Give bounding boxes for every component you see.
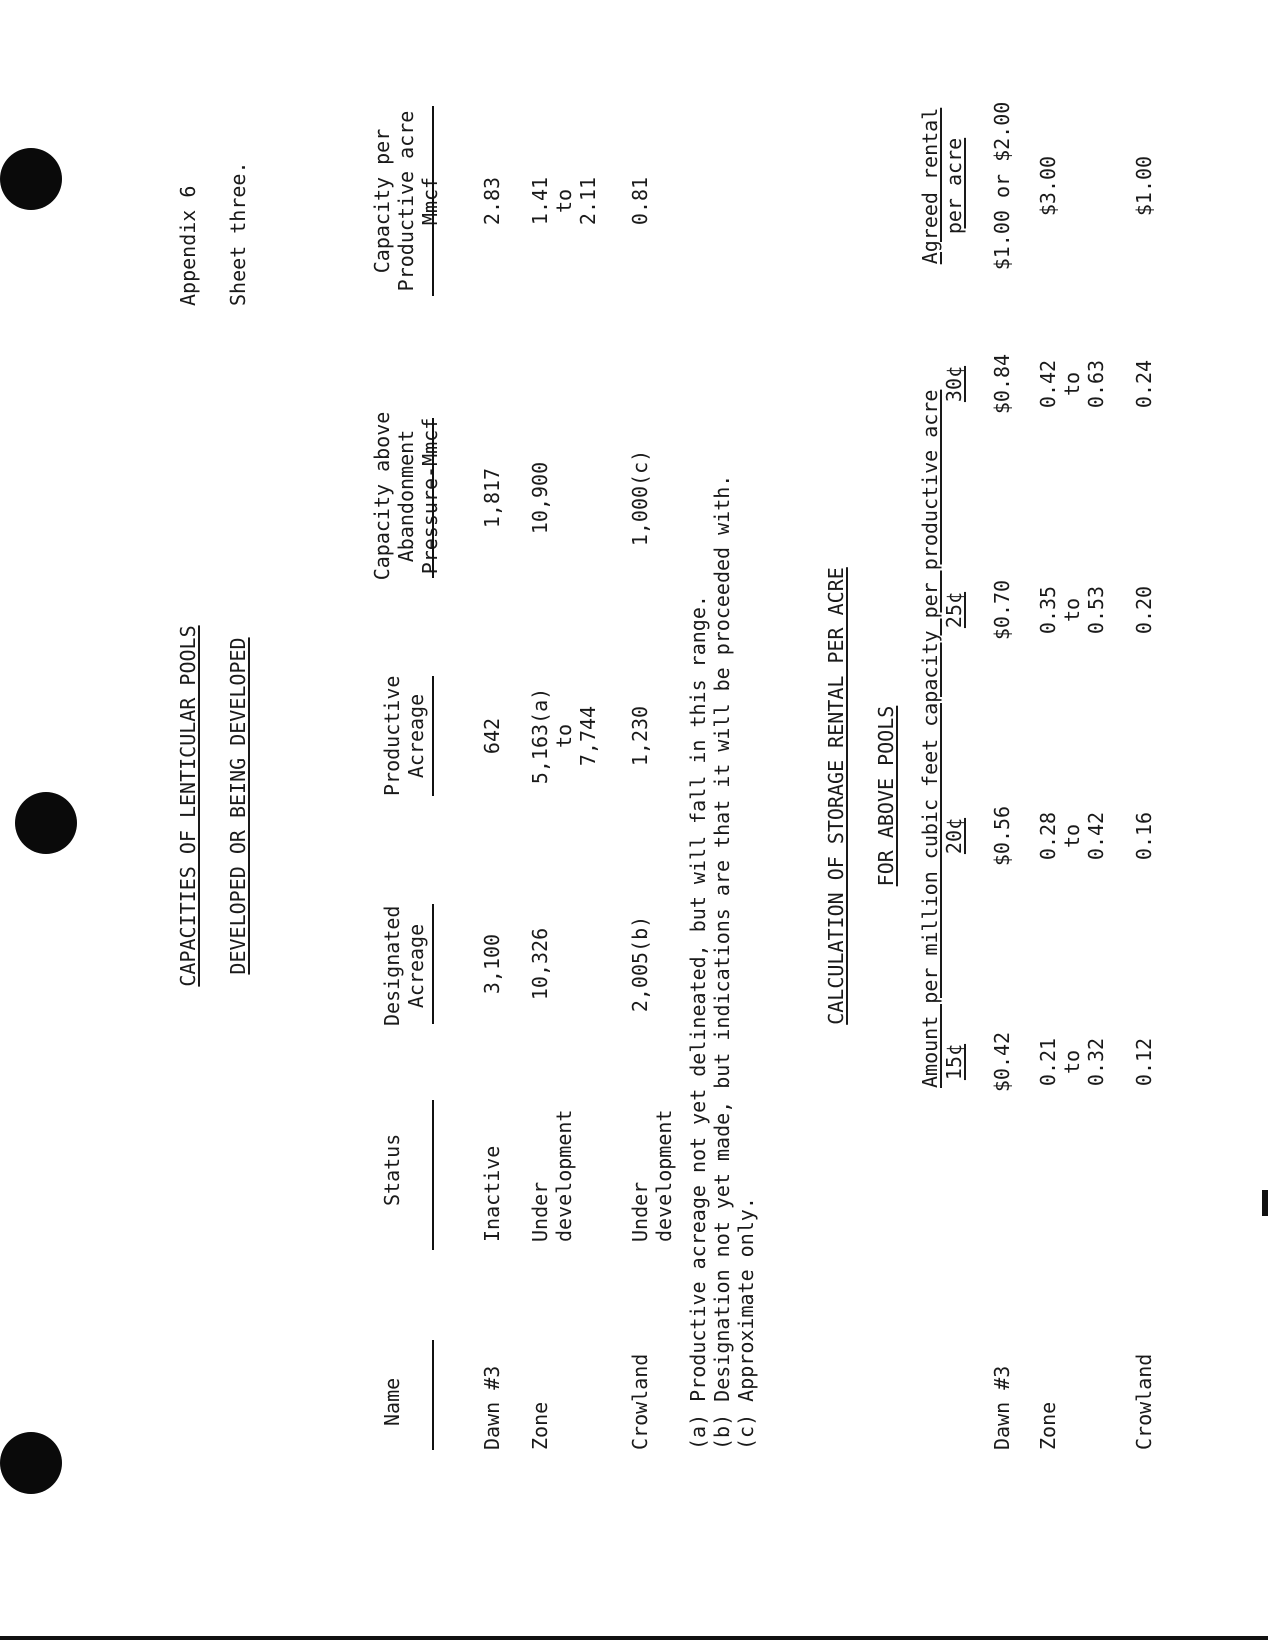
t1-header-capacity: Capacity above Abandonment Pressure-Mmcf <box>370 411 442 581</box>
t1-row-crowland-designated: 2,005(b) <box>628 915 652 1013</box>
table1-subtitle: DEVELOPED OR BEING DEVELOPED <box>226 637 250 975</box>
t2-row-dawn-20: $0.56 <box>990 805 1014 867</box>
t2-row-crowland-20: 0.16 <box>1132 811 1156 861</box>
t1-row-dawn-name: Dawn #3 <box>480 1365 504 1450</box>
t1-header-designated: Designated Acreage <box>380 905 428 1026</box>
t1-rule-per-acre <box>432 106 434 296</box>
t2-row-zone-25: 0.35 to 0.53 <box>1036 585 1108 635</box>
footnote-b: (b) Designation not yet made, but indications are that it will be proceeded with. <box>710 474 734 1450</box>
t2-row-zone-30: 0.42 to 0.63 <box>1036 359 1108 409</box>
appendix-label: Appendix 6 <box>176 185 200 306</box>
t1-footnotes <box>686 475 758 1450</box>
t2-row-dawn-30: $0.84 <box>990 353 1014 415</box>
t2-row-zone-rental: $3.00 <box>1036 155 1060 217</box>
t2-row-zone-name: Zone <box>1036 1401 1060 1450</box>
t1-row-dawn-designated: 3,100 <box>480 933 504 995</box>
t1-row-zone-per-acre: 1.41 to 2.11 <box>528 176 600 226</box>
t1-row-crowland-status: Under development <box>628 1109 676 1242</box>
t2-row-crowland-rental: $1.00 <box>1132 155 1156 217</box>
t1-rule-name <box>432 1340 434 1450</box>
t2-rental-header: Agreed rental per acre <box>918 107 966 265</box>
t2-rate-25: 25¢ <box>942 591 966 629</box>
t1-header-name: Name <box>380 1377 404 1426</box>
t2-row-dawn-name: Dawn #3 <box>990 1365 1014 1450</box>
t1-row-zone-name: Zone <box>528 1401 552 1450</box>
t1-header-status: Status <box>380 1133 404 1206</box>
t2-rate-20: 20¢ <box>942 817 966 855</box>
t2-rate-15: 15¢ <box>942 1043 966 1081</box>
t2-rate-30: 30¢ <box>942 365 966 403</box>
t1-row-crowland-productive: 1,230 <box>628 705 652 767</box>
t1-row-crowland-capacity: 1,000(c) <box>628 449 652 547</box>
t1-row-dawn-per-acre: 2.83 <box>480 176 504 226</box>
t2-row-zone-15: 0.21 to 0.32 <box>1036 1037 1108 1087</box>
t1-row-zone-designated: 10,326 <box>528 927 552 1001</box>
t1-rule-designated <box>432 904 434 1024</box>
t2-row-crowland-name: Crowland <box>1132 1353 1156 1450</box>
table1-title: CAPACITIES OF LENTICULAR POOLS <box>176 625 200 987</box>
t1-header-per-acre: Capacity per Productive acre Mmcf <box>370 110 442 292</box>
t1-row-crowland-name: Crowland <box>628 1353 652 1450</box>
t1-row-zone-productive: 5,163(a) to 7,744 <box>528 687 600 785</box>
footnote-c: (c) Approximate only. <box>734 1197 758 1450</box>
t2-row-crowland-25: 0.20 <box>1132 585 1156 635</box>
footnote-a: (a) Productive acreage not yet delineated, but will fall in this range. <box>686 595 710 1450</box>
t2-row-dawn-rental: $1.00 or $2.00 <box>990 101 1014 271</box>
t2-row-zone-20: 0.28 to 0.42 <box>1036 811 1108 861</box>
t1-header-productive: Productive Acreage <box>380 675 428 796</box>
t2-row-dawn-25: $0.70 <box>990 579 1014 641</box>
sheet-label: Sheet three. <box>226 161 250 306</box>
t1-rule-productive <box>432 676 434 796</box>
t1-row-dawn-productive: 642 <box>480 717 504 755</box>
t2-group-header: Amount per million cubic feet capacity per productive acre <box>918 389 942 1088</box>
t1-rule-capacity <box>432 418 434 578</box>
t1-row-zone-status: Under development <box>528 1109 576 1242</box>
table2-title: CALCULATION OF STORAGE RENTAL PER ACRE <box>824 567 848 1025</box>
t1-row-zone-capacity: 10,900 <box>528 461 552 535</box>
t2-row-dawn-15: $0.42 <box>990 1031 1014 1093</box>
t2-row-crowland-15: 0.12 <box>1132 1037 1156 1087</box>
t1-row-crowland-per-acre: 0.81 <box>628 176 652 226</box>
t1-row-dawn-status: Inactive <box>480 1145 504 1242</box>
table2-subtitle: FOR ABOVE POOLS <box>874 705 898 887</box>
t1-rule-status <box>432 1100 434 1250</box>
t2-row-crowland-30: 0.24 <box>1132 359 1156 409</box>
t1-row-dawn-capacity: 1,817 <box>480 467 504 529</box>
